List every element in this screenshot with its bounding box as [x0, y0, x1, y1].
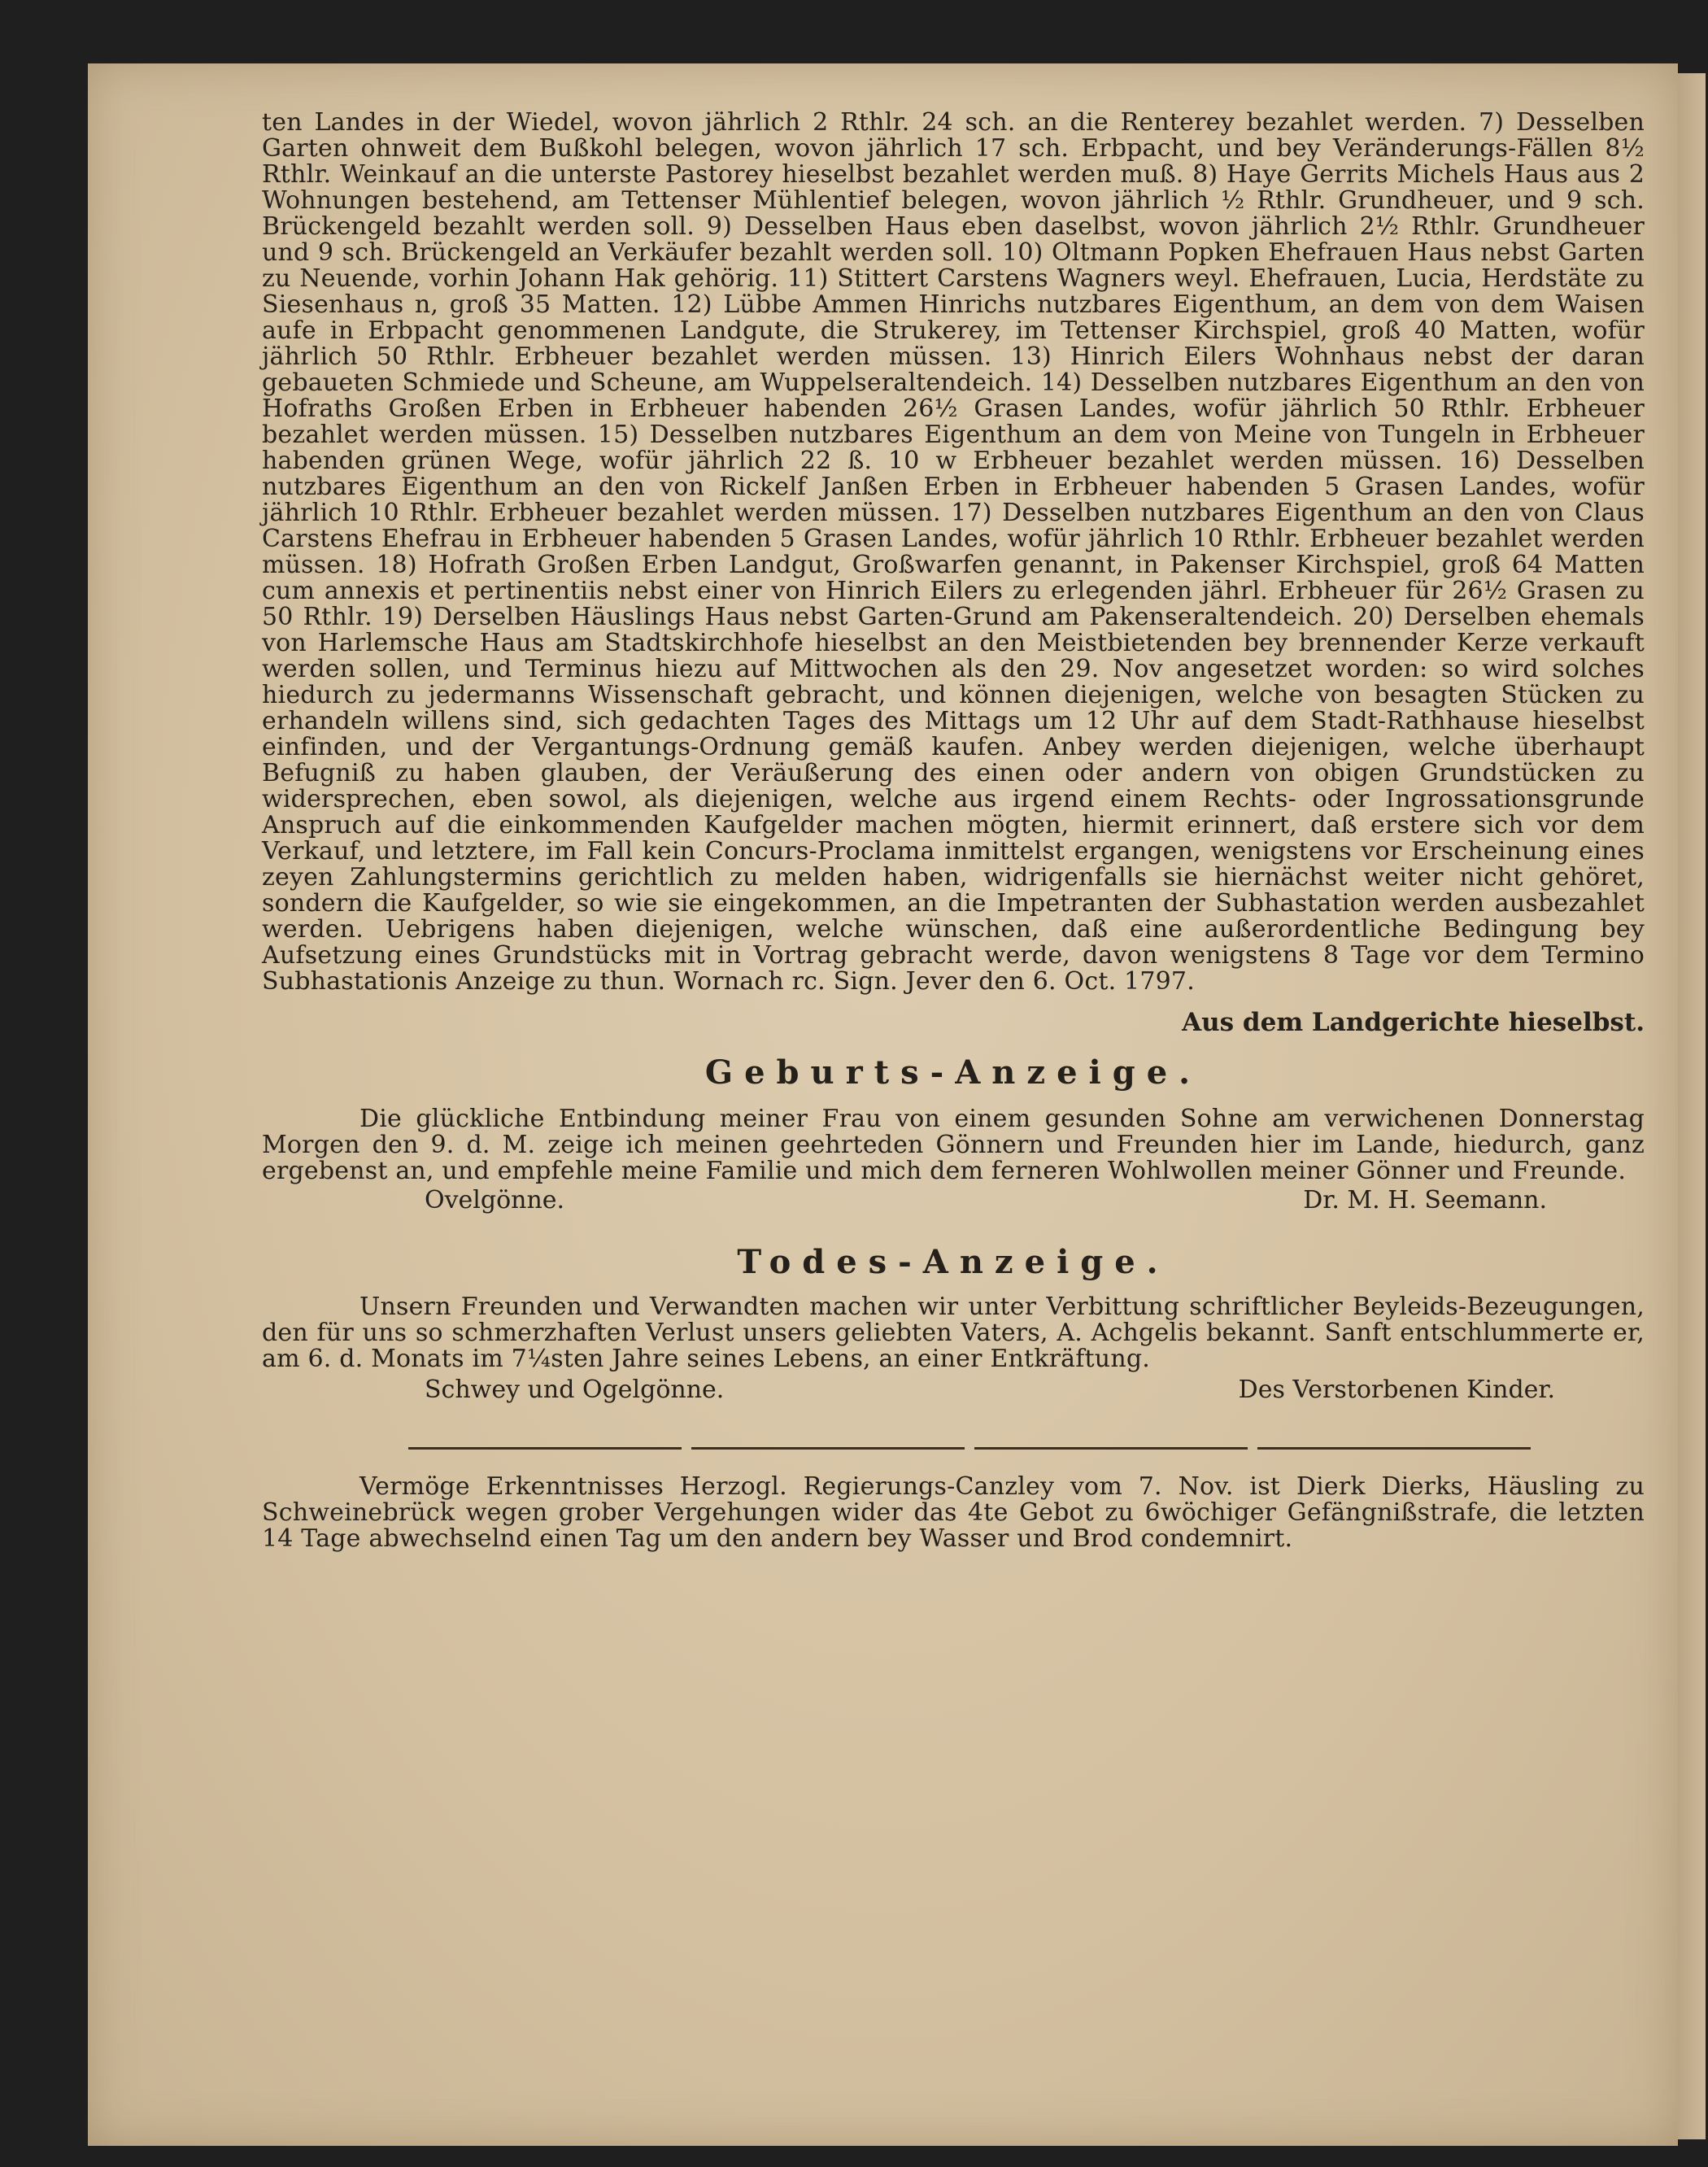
section-divider — [408, 1447, 1531, 1450]
death-notice-signature: Des Verstorbenen Kinder. — [1238, 1376, 1555, 1404]
auction-notice-signature: Aus dem Landgerichte hieselbst. — [1182, 1008, 1645, 1037]
divider-segment — [408, 1447, 682, 1450]
death-notice-text: Unsern Freunden und Verwandten machen wir unter Verbittung schriftlicher Beyleids-Bezeugungen, den für uns so schmerzhaften Verlust unsers geliebten Vaters, A. Achgelis bekannt. Sanft entschlummerte er, am 6. d. Monats im 7¼sten Jahre seines Lebens, an einer Entkräftung. — [262, 1293, 1645, 1373]
birth-notice-place: Ovelgönne. — [425, 1186, 565, 1214]
divider-segment — [974, 1447, 1248, 1450]
adjacent-page-edge — [1678, 73, 1706, 2139]
death-notice-signature-row — [262, 1376, 1645, 1405]
divider-segment — [691, 1447, 965, 1450]
birth-notice-text: Die glückliche Entbindung meiner Frau von einem gesunden Sohne am verwichenen Donnerstag Morgen den 9. d. M. zeige ich meinen geehrteden Gönnern und Freunden hier im Lande, hiedurch, ganz ergebenst an, und empfehle meine Familie und mich dem ferneren Wohlwollen meiner Gönner und Freunde. — [262, 1105, 1645, 1185]
page-content — [262, 110, 1645, 1552]
auction-notice-text: ten Landes in der Wiedel, wovon jährlich 2 Rthlr. 24 sch. an die Renterey bezahlet werden. 7) Desselben Garten ohnweit dem Bußkohl belegen, wovon jährlich 17 sch. Erbpacht, und bey Veränderungs-Fällen 8½ Rthlr. Weinkauf an die unterste Pastorey hieselbst bezahlet werden muß. 8) Haye Gerrits Michels Haus aus 2 Wohnungen bestehend, am Tettenser Mühlentief belegen, wovon jährlich ½ Rthlr. Grundheuer, und 9 sch. Brückengeld bezahlt werden soll. 9) Desselben Haus eben daselbst, wovon jährlich 2½ Rthlr. Grundheuer und 9 sch. Brückengeld an Verkäufer bezahlt werden soll. 10) Oltmann Popken Ehefrauen Haus nebst Garten zu Neuende, vorhin Johann Hak gehörig. 11) Stittert Carstens Wagners weyl. Ehefrauen, Lucia, Herdstäte zu Siesenhaus n, groß 35 Matten. 12) Lübbe Ammen Hinrichs nutzbares Eigenthum, an dem von dem Waisen aufe in Erbpacht genommenen Landgute, die Strukerey, im Tettenser Kirchspiel, groß 40 Matten, wofür jährlich 50 Rthlr. Erbheuer bezahlet werden müssen. 13) Hinrich Eilers Wohnhaus nebst der daran gebaueten Schmiede und Scheune, am Wuppelseraltendeich. 14) Desselben nutzbares Eigenthum an den von Hofraths Großen Erben in Erbheuer habenden 26½ Grasen Landes, wofür jährlich 50 Rthlr. Erbheuer bezahlet werden müssen. 15) Desselben nutzbares Eigenthum an dem von Meine von Tungeln in Erbheuer habenden grünen Wege, wofür jährlich 22 ß. 10 w Erbheuer bezahlet werden müssen. 16) Desselben nutzbares Eigenthum an den von Rickelf Janßen Erben in Erbheuer habenden 5 Grasen Landes, wofür jährlich 10 Rthlr. Erbheuer bezahlet werden müssen. 17) Desselben nutzbares Eigenthum an den von Claus Carstens Ehefrau in Erbheuer habenden 5 Grasen Landes, wofür jährlich 10 Rthlr. Erbheuer bezahlet werden müssen. 18) Hofrath Großen Erben Landgut, Großwarfen genannt, in Pakenser Kirchspiel, groß 64 Matten cum annexis et pertinentiis nebst einer von Hinrich Eilers zu erlegenden jährl. Erbheuer für 26½ Grasen zu 50 Rthlr. 19) Derselben Häuslings Haus nebst Garten-Grund am Pakenseraltendeich. 20) Derselben ehemals von Harlemsche Haus am Stadtskirchhofe hieselbst an den Meistbietenden bey brennender Kerze verkauft werden sollen, und Terminus hiezu auf Mittwochen als den 29. Nov angesetzet worden: so wird solches hiedurch zu jedermanns Wissenschaft gebracht, und können diejenigen, welche von besagten Stücken zu erhandeln willens sind, sich gedachten Tages des Mittags um 12 Uhr auf dem Stadt-Rathhause hieselbst einfinden, und der Vergantungs-Ordnung gemäß kaufen. Anbey werden diejenigen, welche überhaupt Befugniß zu haben glauben, der Veräußerung des einen oder andern von obigen Grundstücken zu widersprechen, eben sowol, als diejenigen, welche aus irgend einem Rechts- oder Ingrossationsgrunde Anspruch auf die einkommenden Kaufgelder machen mögten, hiermit erinnert, daß erstere sich vor dem Verkauf, und letztere, im Fall kein Concurs-Proclama inmittelst ergangen, wenigstens vor Erscheinung eines zeyen Zahlungstermins gerichtlich zu melden haben, widrigenfalls sie hiernächst weiter nicht gehöret, sondern die Kaufgelder, so wie sie eingekommen, an die Impetranten der Subhastation werden ausbezahlet werden. Uebrigens haben diejenigen, welche wünschen, daß eine außerordentliche Bedingung bey Aufsetzung eines Grundstücks mit in Vortrag gebracht werde, davon wenigstens 8 Tage vor dem Termino Subhastationis Anzeige zu thun. Wornach rc. Sign. Jever den 6. Oct. 1797. — [262, 108, 1645, 996]
court-notice-text: Vermöge Erkenntnisses Herzogl. Regierungs-Canzley vom 7. Nov. ist Dierk Dierks, Häusling zu Schweinebrück wegen grober Vergehungen wider das 4te Gebot zu 6wöchiger Gefängnißstrafe, die letzten 14 Tage abwechselnd einen Tag um den andern bey Wasser und Brod condemnirt. — [262, 1472, 1645, 1553]
birth-notice-heading: Geburts-Anzeige. — [704, 1053, 1202, 1092]
birth-notice-signature-row — [262, 1186, 1645, 1215]
death-notice-place: Schwey und Ogelgönne. — [425, 1376, 725, 1404]
divider-segment — [1257, 1447, 1531, 1450]
birth-notice-signature: Dr. M. H. Seemann. — [1303, 1186, 1547, 1214]
death-notice-heading: Todes-Anzeige. — [737, 1243, 1170, 1281]
